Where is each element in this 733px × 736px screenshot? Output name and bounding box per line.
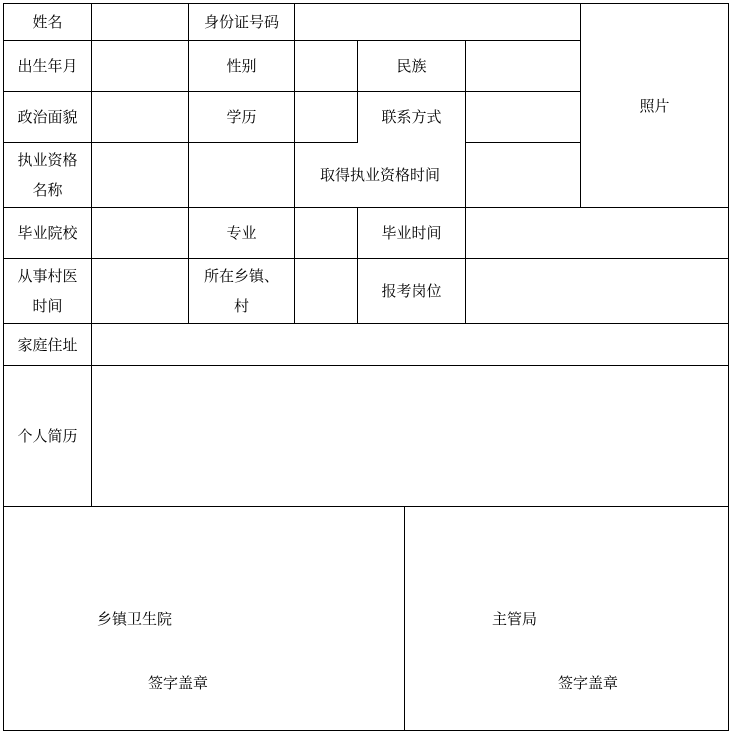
label-name-text: 姓名 bbox=[32, 13, 63, 31]
label-village-doctor-time-line2: 时间 bbox=[32, 297, 63, 315]
label-position bbox=[358, 259, 465, 323]
authority-label: 主管局 bbox=[492, 610, 538, 628]
label-location bbox=[189, 259, 294, 323]
label-village-doctor-time-line1: 从事村医 bbox=[17, 267, 78, 285]
label-ethnicity bbox=[358, 41, 465, 91]
label-id-number-text: 身份证号码 bbox=[203, 13, 279, 31]
label-qualification-time bbox=[295, 143, 465, 207]
ethnicity-field[interactable] bbox=[466, 41, 580, 91]
name-field[interactable] bbox=[92, 4, 188, 40]
photo-label: 照片 bbox=[639, 96, 670, 115]
label-resume-text: 个人简历 bbox=[17, 427, 78, 445]
label-ethnicity-text: 民族 bbox=[396, 57, 427, 75]
label-grad-time bbox=[358, 208, 465, 258]
label-address-text: 家庭住址 bbox=[17, 335, 78, 354]
label-resume bbox=[4, 366, 91, 506]
label-location-line2: 村 bbox=[233, 297, 249, 315]
grad-time-field[interactable] bbox=[466, 208, 728, 258]
major-field[interactable] bbox=[295, 208, 357, 258]
label-political bbox=[4, 92, 91, 142]
label-major bbox=[189, 208, 294, 258]
label-gender-text: 性别 bbox=[226, 57, 257, 75]
address-field[interactable] bbox=[92, 324, 728, 365]
contact-field[interactable] bbox=[466, 92, 580, 142]
education-field[interactable] bbox=[295, 92, 357, 142]
label-qualification-name bbox=[4, 143, 91, 207]
resume-field[interactable] bbox=[92, 366, 728, 506]
township-hospital-sign-seal: 签字盖章 bbox=[148, 674, 209, 692]
label-school-text: 毕业院校 bbox=[17, 224, 78, 242]
label-major-text: 专业 bbox=[226, 224, 257, 242]
birth-field[interactable] bbox=[92, 41, 188, 91]
label-qualification-name-line2: 名称 bbox=[32, 181, 63, 199]
label-position-text: 报考岗位 bbox=[381, 282, 442, 300]
label-village-doctor-time bbox=[4, 259, 91, 323]
label-political-text: 政治面貌 bbox=[17, 108, 78, 126]
gender-field[interactable] bbox=[295, 41, 357, 91]
label-birth-text: 出生年月 bbox=[17, 57, 78, 75]
township-hospital-approval-box[interactable] bbox=[4, 507, 404, 730]
label-education bbox=[189, 92, 294, 142]
political-field[interactable] bbox=[92, 92, 188, 142]
qualification-time-field[interactable] bbox=[466, 143, 580, 207]
label-qualification-name-line1: 执业资格 bbox=[17, 151, 78, 169]
label-contact bbox=[358, 92, 465, 142]
township-hospital-label: 乡镇卫生院 bbox=[97, 610, 173, 628]
village-doctor-time-field[interactable] bbox=[92, 259, 188, 323]
label-address bbox=[4, 324, 91, 365]
authority-approval-box[interactable] bbox=[405, 507, 728, 730]
label-school bbox=[4, 208, 91, 258]
border-line bbox=[3, 730, 729, 731]
qualification-name-field[interactable] bbox=[92, 143, 294, 207]
school-field[interactable] bbox=[92, 208, 188, 258]
photo-box[interactable] bbox=[581, 4, 728, 207]
id-number-field[interactable] bbox=[295, 4, 580, 40]
label-id-number bbox=[189, 4, 294, 40]
border-line bbox=[728, 3, 729, 731]
label-contact-text: 联系方式 bbox=[381, 108, 442, 126]
label-location-line1: 所在乡镇、 bbox=[203, 267, 279, 285]
label-name bbox=[4, 4, 91, 40]
label-qualification-time-text: 取得执业资格时间 bbox=[319, 166, 440, 184]
label-education-text: 学历 bbox=[226, 108, 257, 126]
label-grad-time-text: 毕业时间 bbox=[381, 224, 442, 242]
authority-sign-seal: 签字盖章 bbox=[558, 674, 619, 692]
label-birth bbox=[4, 41, 91, 91]
position-field[interactable] bbox=[466, 259, 728, 323]
label-gender bbox=[189, 41, 294, 91]
location-field[interactable] bbox=[295, 259, 357, 323]
